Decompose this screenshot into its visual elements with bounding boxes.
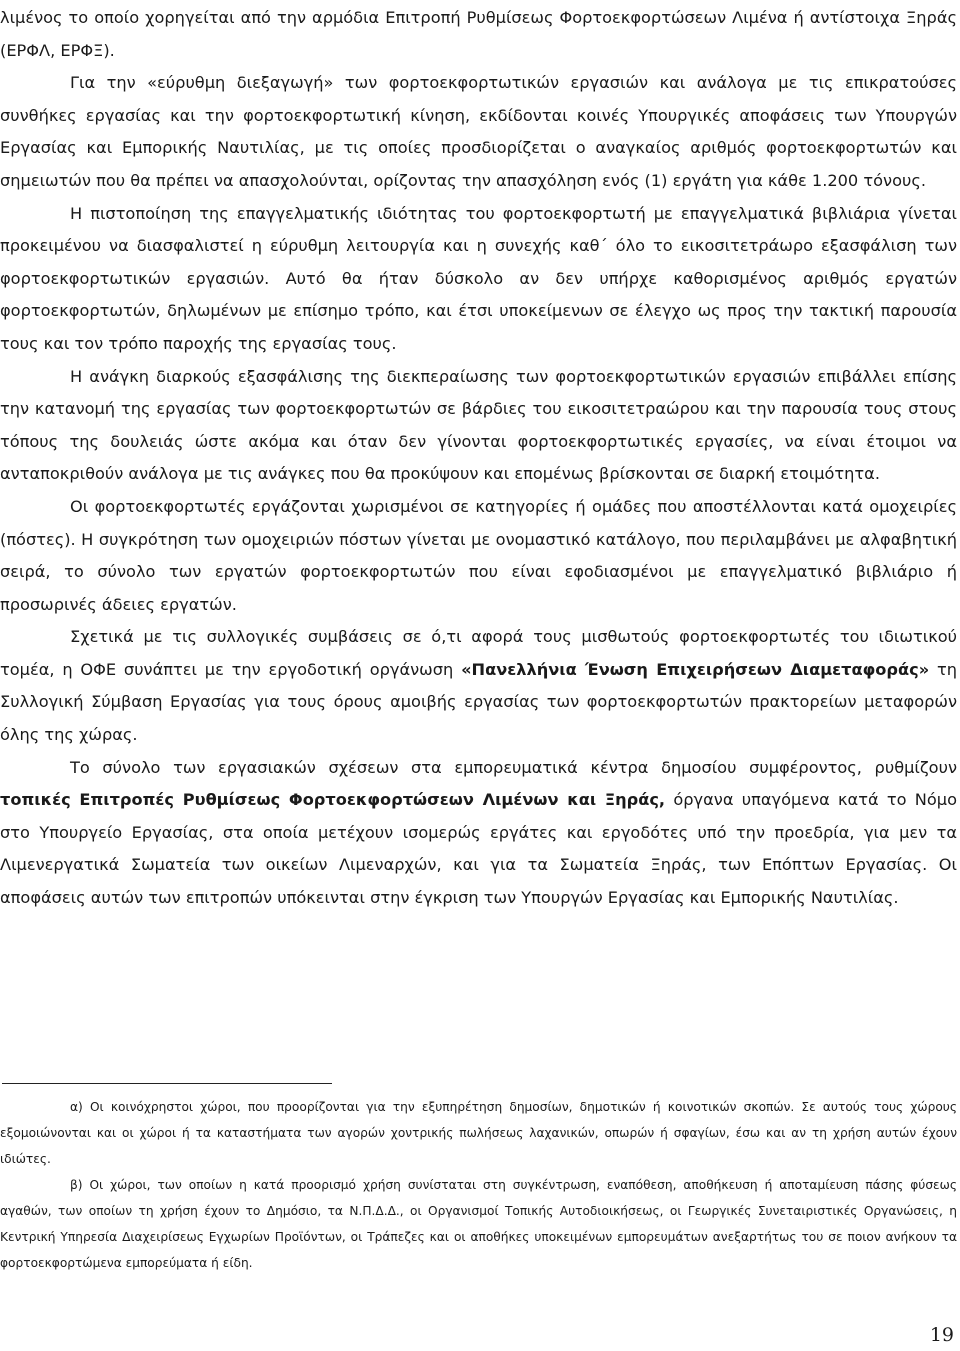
paragraph-6-bold-organization: «Πανελλήνια Ένωση Επιχειρήσεων Διαμεταφοράς» [461,659,930,679]
footnote-a: α) Οι κοινόχρηστοι χώροι, που προορίζονται για την εξυπηρέτηση δημοσίων, δημοτικών ή κοινοτικών σκοπών. Σε αυτούς τους χώρους εξομοιώνονται και οι χώροι ή τα καταστήματα των αγορών χοντρικής πωλήσεως λαχανικών, οπωρών ή σφαγίων, έσω και αν τη χρήση αυτών έχουν ιδιώτες. [0,1100,957,1166]
paragraph-1: λιμένος το οποίο χορηγείται από την αρμόδια Επιτροπή Ρυθμίσεως Φορτοεκφορτώσεων Λιμένα ή αντίστοιχα Ξηράς (ΕΡΦΛ, ΕΡΦΞ). [0,8,957,60]
paragraph-7-text-end: όργανα υπαγόμενα κατά το Νόμο στο Υπουργείο Εργασίας, στα οποία μετέχουν ισομερώς εργάτες και εργοδότες υπό την προεδρία, για μεν τα Λιμενεργατικά Σωματεία των οικείων Λιμεναρχών, και για τα Σωματεία Ξηράς, των Επόπτων Εργασίας. Οι αποφάσεις αυτών των επιτροπών υπόκεινται στην έγκριση των Υπουργών Εργασίας και Εμπορικής Ναυτιλίας. [0,790,958,908]
paragraph-6-text-end: τη Συλλογική Σύμβαση Εργασίας για τους όρους αμοιβής εργασίας των φορτοεκφορτωτών πρακτορείων μεταφορών όλης της χώρας. [0,659,957,745]
paragraph-7-bold-committees: τοπικές Επιτροπές Ρυθμίσεως Φορτοεκφορτώσεων Λιμένων και Ξηράς, [0,790,666,810]
paragraph-5: Οι φορτοεκφορτωτές εργάζονται χωρισμένοι σε κατηγορίες ή ομάδες που αποστέλλονται κατά ομοχειρίες (πόστες). Η συγκρότηση των ομοχειριών πόστων γίνεται με ονομαστικό κατάλογο, που περιλαμβάνει με αλφαβητική σειρά, το σύνολο των εργατών φορτοεκφορτωτών που είναι εφοδιασμένοι με επαγγελματικό βιβλιάριο ή προσωρινές άδειες εργατών. [0,496,957,614]
page-number: 19 [929,1324,954,1346]
paragraph-7-text-start: Το σύνολο των εργασιακών σχέσεων στα εμπορευματικά κέντρα δημοσίου συμφέροντος, ρυθμίζουν [70,757,957,777]
footnote-b: β) Οι χώροι, των οποίων η κατά προορισμό χρήση συνίσταται στη συγκέντρωση, εναπόθεση, αποθήκευση ή αποταμίευση πάσης φύσεως αγαθών, των οποίων τη χρήση έχουν το Δημόσιο, τα Ν.Π.Δ.Δ., οι Οργανισμοί Τοπικής Αυτοδιοικήσεως, οι Γεωργικές Συνεταιριστικές Οργανώσεις, η Κεντρική Υπηρεσία Διαχειρίσεως Εγχωρίων Προϊόντων, οι Τράπεζες και οι αποθήκες υποκειμένων εμπορευμάτων ανεξαρτήτως του σε ποιον ανήκουν τα φορτοεκφορτώμενα εμπορεύματα ή είδη. [0,1178,957,1270]
paragraph-7 [0,752,957,915]
paragraph-6-text-start: Σχετικά με τις συλλογικές συμβάσεις σε ό,τι αφορά τους μισθωτούς φορτοεκφορτωτές του ιδιωτικού τομέα, η ΟΦΕ συνάπτει με την εργοδοτική οργάνωση [0,627,957,679]
footnotes [0,1094,957,1276]
paragraph-3: Η πιστοποίηση της επαγγελματικής ιδιότητας του φορτοεκφορτωτή με επαγγελματικά βιβλιάρια γίνεται προκειμένου να διασφαλιστεί η εύρυθμη λειτουργία και η συνεχής καθ΄ όλο το εικοσιτετράωρο εξασφάλιση των φορτοεκφορτωτικών εργασιών. Αυτό θα ήταν δύσκολο αν δεν υπήρχε καθορισμένος αριθμός εργατών φορτοεκφορτωτών, δηλωμένων με επίσημο τρόπο, και έτσι υποκείμενων σε έλεγχο ως προς την τακτική παρουσία τους και τον τρόπο παροχής της εργασίας τους. [0,203,957,353]
paragraph-6 [0,621,957,751]
paragraph-2: Για την «εύρυθμη διεξαγωγή» των φορτοεκφορτωτικών εργασιών και ανάλογα με τις επικρατούσες συνθήκες εργασίας και την φορτοεκφορτωτική κίνηση, εκδίδονται κοινές Υπουργικές αποφάσεις των Υπουργών Εργασίας και Εμπορικής Ναυτιλίας, με τις οποίες προσδιορίζεται ο αναγκαίος αριθμός φορτοεκφορτωτών και σημειωτών που θα πρέπει να απασχολούνται, ορίζοντας την απασχόληση ενός (1) εργάτη για κάθε 1.200 τόνους. [0,73,957,190]
paragraph-4: Η ανάγκη διαρκούς εξασφάλισης της διεκπεραίωσης των φορτοεκφορτωτικών εργασιών επιβάλλει επίσης την κατανομή της εργασίας των φορτοεκφορτωτών σε βάρδιες του εικοσιτετραώρου και την παρουσία τους στους τόπους της δουλειάς ώστε ακόμα και όταν δεν γίνονται φορτοεκφορτωτικές εργασίες, να είναι έτοιμοι να ανταποκριθούν ανάλογα με τις ανάγκες που θα προκύψουν και επομένως βρίσκονται σε διαρκή ετοιμότητα. [0,366,957,484]
footnote-separator [2,1083,332,1084]
